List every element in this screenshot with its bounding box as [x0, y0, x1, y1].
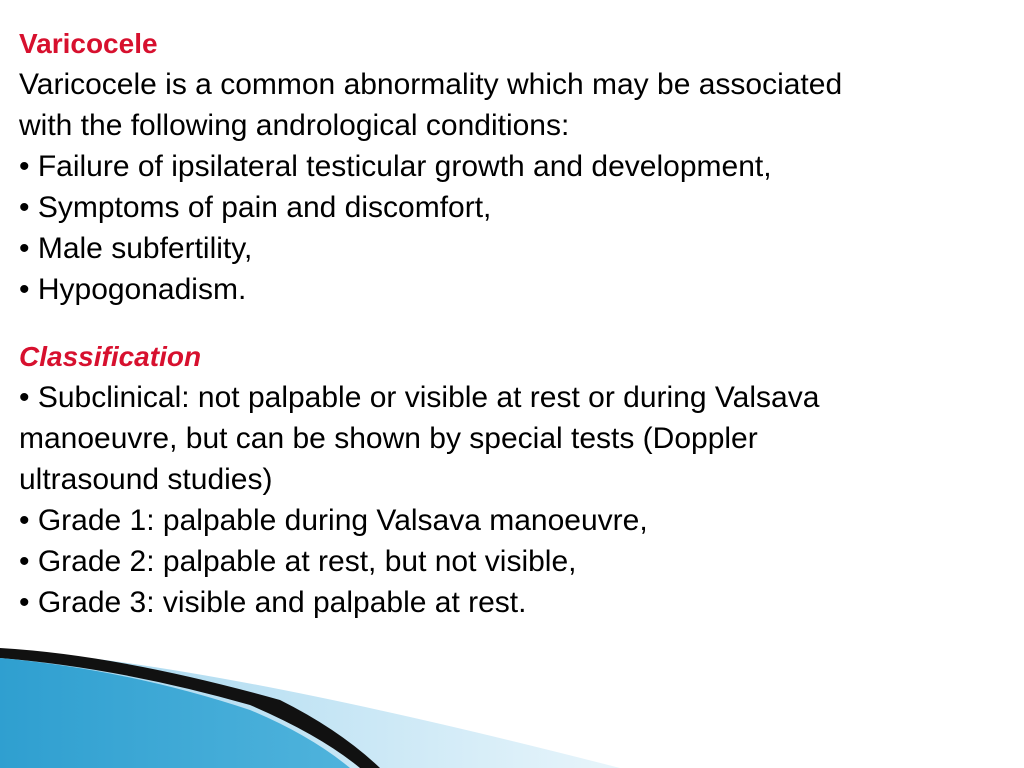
- list-item: • Grade 2: palpable at rest, but not visible,: [19, 545, 577, 578]
- list-item: • Subclinical: not palpable or visible at rest or during Valsava: [19, 381, 820, 414]
- wave-dark-stripe: [0, 648, 380, 768]
- slide-content: [19, 26, 1009, 623]
- list-item: manoeuvre, but can be shown by special tests (Doppler: [19, 422, 758, 455]
- section-heading-classification: Classification: [19, 341, 202, 372]
- section-spacer: [19, 310, 1009, 339]
- classification-list: [19, 377, 1009, 623]
- intro-paragraph-line-2: with the following andrological conditions:: [19, 109, 570, 142]
- list-item: • Grade 1: palpable during Valsava manoeuvre,: [19, 504, 648, 537]
- list-item: • Symptoms of pain and discomfort,: [19, 191, 492, 224]
- list-item: • Grade 3: visible and palpable at rest.: [19, 586, 527, 619]
- wave-light-band: [0, 650, 620, 768]
- list-item: • Male subfertility,: [19, 232, 253, 265]
- section-heading-varicocele: Varicocele: [19, 28, 158, 59]
- conditions-list: [19, 146, 1009, 310]
- list-item: • Hypogonadism.: [19, 273, 247, 306]
- list-item: • Failure of ipsilateral testicular growth and development,: [19, 150, 772, 183]
- intro-paragraph-line-1: Varicocele is a common abnormality which may be associated: [19, 68, 843, 101]
- list-item: ultrasound studies): [19, 463, 273, 496]
- wave-blue-band: [0, 658, 350, 768]
